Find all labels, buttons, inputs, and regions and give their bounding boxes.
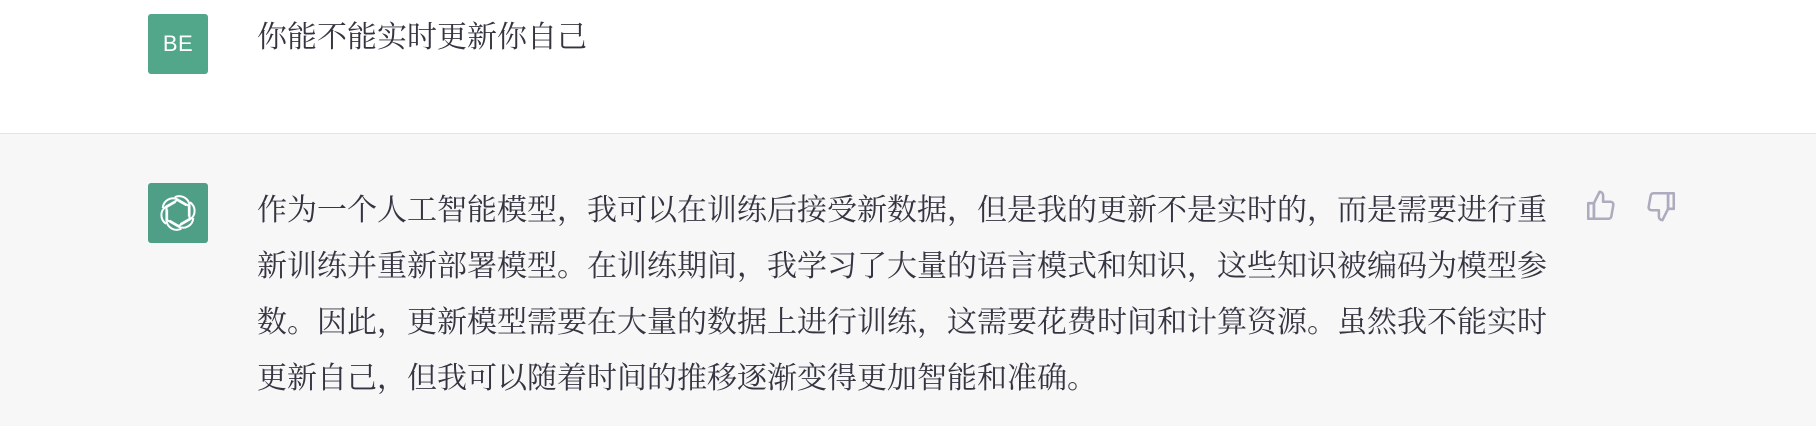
thumbs-down-button[interactable] xyxy=(1642,187,1680,225)
user-message-text: 你能不能实时更新你自己 xyxy=(257,20,587,55)
thumbs-down-icon xyxy=(1644,189,1678,223)
feedback-controls xyxy=(1582,187,1680,225)
thumbs-up-button[interactable] xyxy=(1582,187,1620,225)
assistant-message-row xyxy=(0,134,1816,426)
user-avatar xyxy=(148,14,208,74)
user-message-row xyxy=(0,0,1816,134)
user-avatar-initials: BE xyxy=(162,31,194,56)
assistant-avatar xyxy=(148,183,208,243)
thumbs-up-icon xyxy=(1584,189,1618,223)
assistant-message-text: 作为一个人工智能模型，我可以在训练后接受新数据，但是我的更新不是实时的，而是需要进行重新训练并重新部署模型。在训练期间，我学习了大量的语言模式和知识，这些知识被编码为模型参数。因此，更新模型需要在大量的数据上进行训练，这需要花费时间和计算资源。虽然我不能实时更新自己，但我可以随着时间的推移逐渐变得更加智能和准确。 xyxy=(257,193,1547,396)
openai-logo-icon xyxy=(156,191,200,235)
